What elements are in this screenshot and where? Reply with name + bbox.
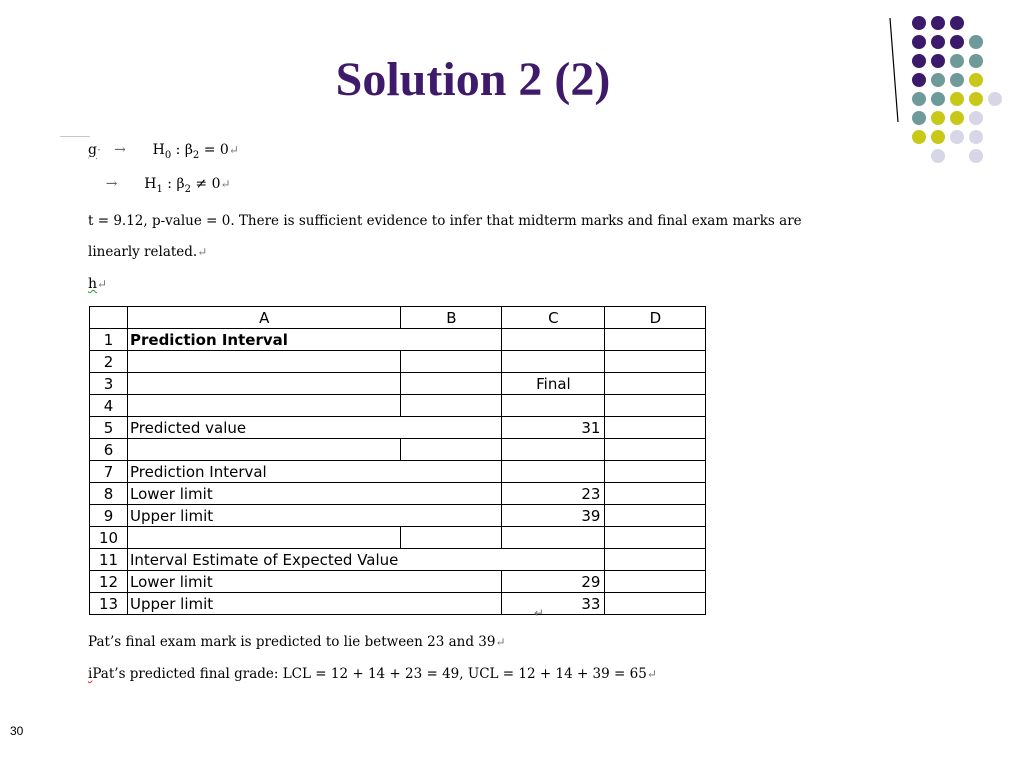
row-header: 12 [90,571,128,593]
cell-d [605,505,706,527]
decorative-dot [931,35,945,49]
cell-c [502,351,605,373]
decorative-dot [950,16,964,30]
cell-c: 39 [502,505,605,527]
tab-arrow-icon: → [88,176,140,192]
decorative-dot [950,111,964,125]
hypothesis-h1-line: → $H_1$ : $\beta_2$ ≠ 0↵ [88,176,231,195]
cell-b [401,527,502,549]
cell-b [401,505,502,527]
cell-b [401,549,502,571]
decorative-dot [912,111,926,125]
cell-a: Lower limit [128,483,401,505]
decorative-dot [969,130,983,144]
cell-a: Prediction Interval [128,329,401,351]
decorative-dot [969,149,983,163]
cell-d [605,549,706,571]
item-label-h: h [88,276,98,292]
row-header: 3 [90,373,128,395]
column-header: B [401,307,502,329]
decorative-dot [950,35,964,49]
cell-c: Final [502,373,605,395]
row-header: 6 [90,439,128,461]
cell-c [502,329,605,351]
cell-b [401,417,502,439]
slide-number: 30 [10,724,24,738]
row-header: 9 [90,505,128,527]
paragraph-mark-icon: ↵ [534,606,545,620]
decorative-dot [912,54,926,68]
h1-beta: β [176,176,185,192]
decorative-dot [931,73,945,87]
cell-d [605,439,706,461]
pat-grade-line: iPat’s predicted final grade: LCL = 12 + 14 + 23 = 49, UCL = 12 + 14 + 39 = 65↵ [88,666,657,682]
column-header-row [90,307,706,329]
conclusion-line-1: t = 9.12, p-value = 0. There is sufficient evidence to infer that midterm marks and final exam marks are [88,213,802,229]
conclusion-line-2: linearly related. [88,244,198,260]
row-header: 11 [90,549,128,571]
column-header: A [128,307,401,329]
row-header: 1 [90,329,128,351]
cell-a [128,527,401,549]
table-row [90,483,706,505]
h0-subscript: 0 [164,150,172,161]
decorative-dot [931,92,945,106]
decorative-dot [931,111,945,125]
decorative-dot [931,54,945,68]
tab-arrow-icon: → [105,142,149,158]
cell-b [401,351,502,373]
cell-a: Predicted value [128,417,401,439]
cell-a [128,439,401,461]
table-row [90,351,706,373]
table-row [90,373,706,395]
table-row [90,549,706,571]
h0-symbol: H [152,142,165,158]
item-h-line: h↵ [88,276,108,292]
decorative-dot [950,130,964,144]
table-row [90,395,706,417]
cell-c [502,549,605,571]
cell-b [401,373,502,395]
row-header: 10 [90,527,128,549]
decorative-dot [912,16,926,30]
cell-a: Lower limit [128,571,401,593]
table-row [90,571,706,593]
cell-d [605,395,706,417]
cell-a: Interval Estimate of Expected Value [128,549,401,571]
cell-a: Upper limit [128,593,401,615]
item-label-g: g [88,142,97,158]
slide-title: Solution 2 (2) [335,53,611,106]
row-header: 2 [90,351,128,373]
cell-d [605,373,706,395]
table-row [90,593,706,615]
cell-a: Upper limit [128,505,401,527]
item-label-i: i [88,666,93,682]
cell-b [401,593,502,615]
table-row [90,439,706,461]
table-row [90,417,706,439]
cell-d [605,351,706,373]
decorative-dot [969,35,983,49]
cell-a [128,351,401,373]
decorative-dot [969,92,983,106]
pat-prediction-line: Pat’s final exam mark is predicted to lie between 23 and 39↵ [88,634,506,650]
cell-d [605,461,706,483]
cell-a: Prediction Interval [128,461,401,483]
cell-b [401,571,502,593]
h1-subscript: 1 [156,184,163,195]
divider [60,136,90,137]
row-header: 4 [90,395,128,417]
h0-relation: = 0 [203,142,229,158]
pat-prediction-text: Pat’s final exam mark is predicted to lie between 23 and 39 [88,634,496,650]
decorative-dot [912,92,926,106]
table-row [90,505,706,527]
cell-d [605,571,706,593]
row-header: 5 [90,417,128,439]
decorative-dot [969,73,983,87]
decorative-dot [950,54,964,68]
decorative-dot [912,73,926,87]
cell-a [128,373,401,395]
cell-b [401,483,502,505]
table-row [90,527,706,549]
prediction-interval-spreadsheet [89,306,706,615]
table-row [90,329,706,351]
decorative-dot [912,130,926,144]
decorative-divider-line [886,18,906,122]
cell-a [128,395,401,417]
cell-c [502,439,605,461]
decorative-dot [969,54,983,68]
decorative-dot [969,111,983,125]
cell-c [502,527,605,549]
cell-d [605,593,706,615]
decorative-dot [988,92,1002,106]
column-header: D [605,307,706,329]
decorative-dot [950,92,964,106]
h1-symbol: H [144,176,157,192]
cell-d [605,329,706,351]
cell-b [401,461,502,483]
decorative-dot [931,149,945,163]
row-header: 13 [90,593,128,615]
cell-b [401,439,502,461]
h1-relation: ≠ 0 [195,176,221,192]
corner-cell [90,307,128,329]
cell-c [502,395,605,417]
cell-d [605,483,706,505]
cell-c: 31 [502,417,605,439]
decorative-dot [912,35,926,49]
cell-c: 33 [502,593,605,615]
h1-beta-subscript: 2 [184,184,191,195]
h0-separator: : [175,142,181,158]
table-row [90,461,706,483]
cell-c: 23 [502,483,605,505]
h1-separator: : [167,176,173,192]
cell-d [605,417,706,439]
decorative-dot [931,130,945,144]
decorative-dot [931,16,945,30]
row-header: 8 [90,483,128,505]
pat-grade-text: Pat’s predicted final grade: LCL = 12 + 14 + 23 = 49, UCL = 12 + 14 + 39 = 65 [92,666,647,682]
cell-c: 29 [502,571,605,593]
cell-b [401,329,502,351]
conclusion-line-2-wrap: linearly related.↵ [88,244,208,260]
h0-beta: β [184,142,193,158]
cell-d [605,527,706,549]
hypothesis-h0-line: g· → $H_0$ : $\beta_2$ = 0↵ [88,142,239,161]
decorative-dot [950,73,964,87]
cell-b [401,395,502,417]
column-header: C [502,307,605,329]
row-header: 7 [90,461,128,483]
h0-beta-subscript: 2 [192,150,200,161]
cell-c [502,461,605,483]
